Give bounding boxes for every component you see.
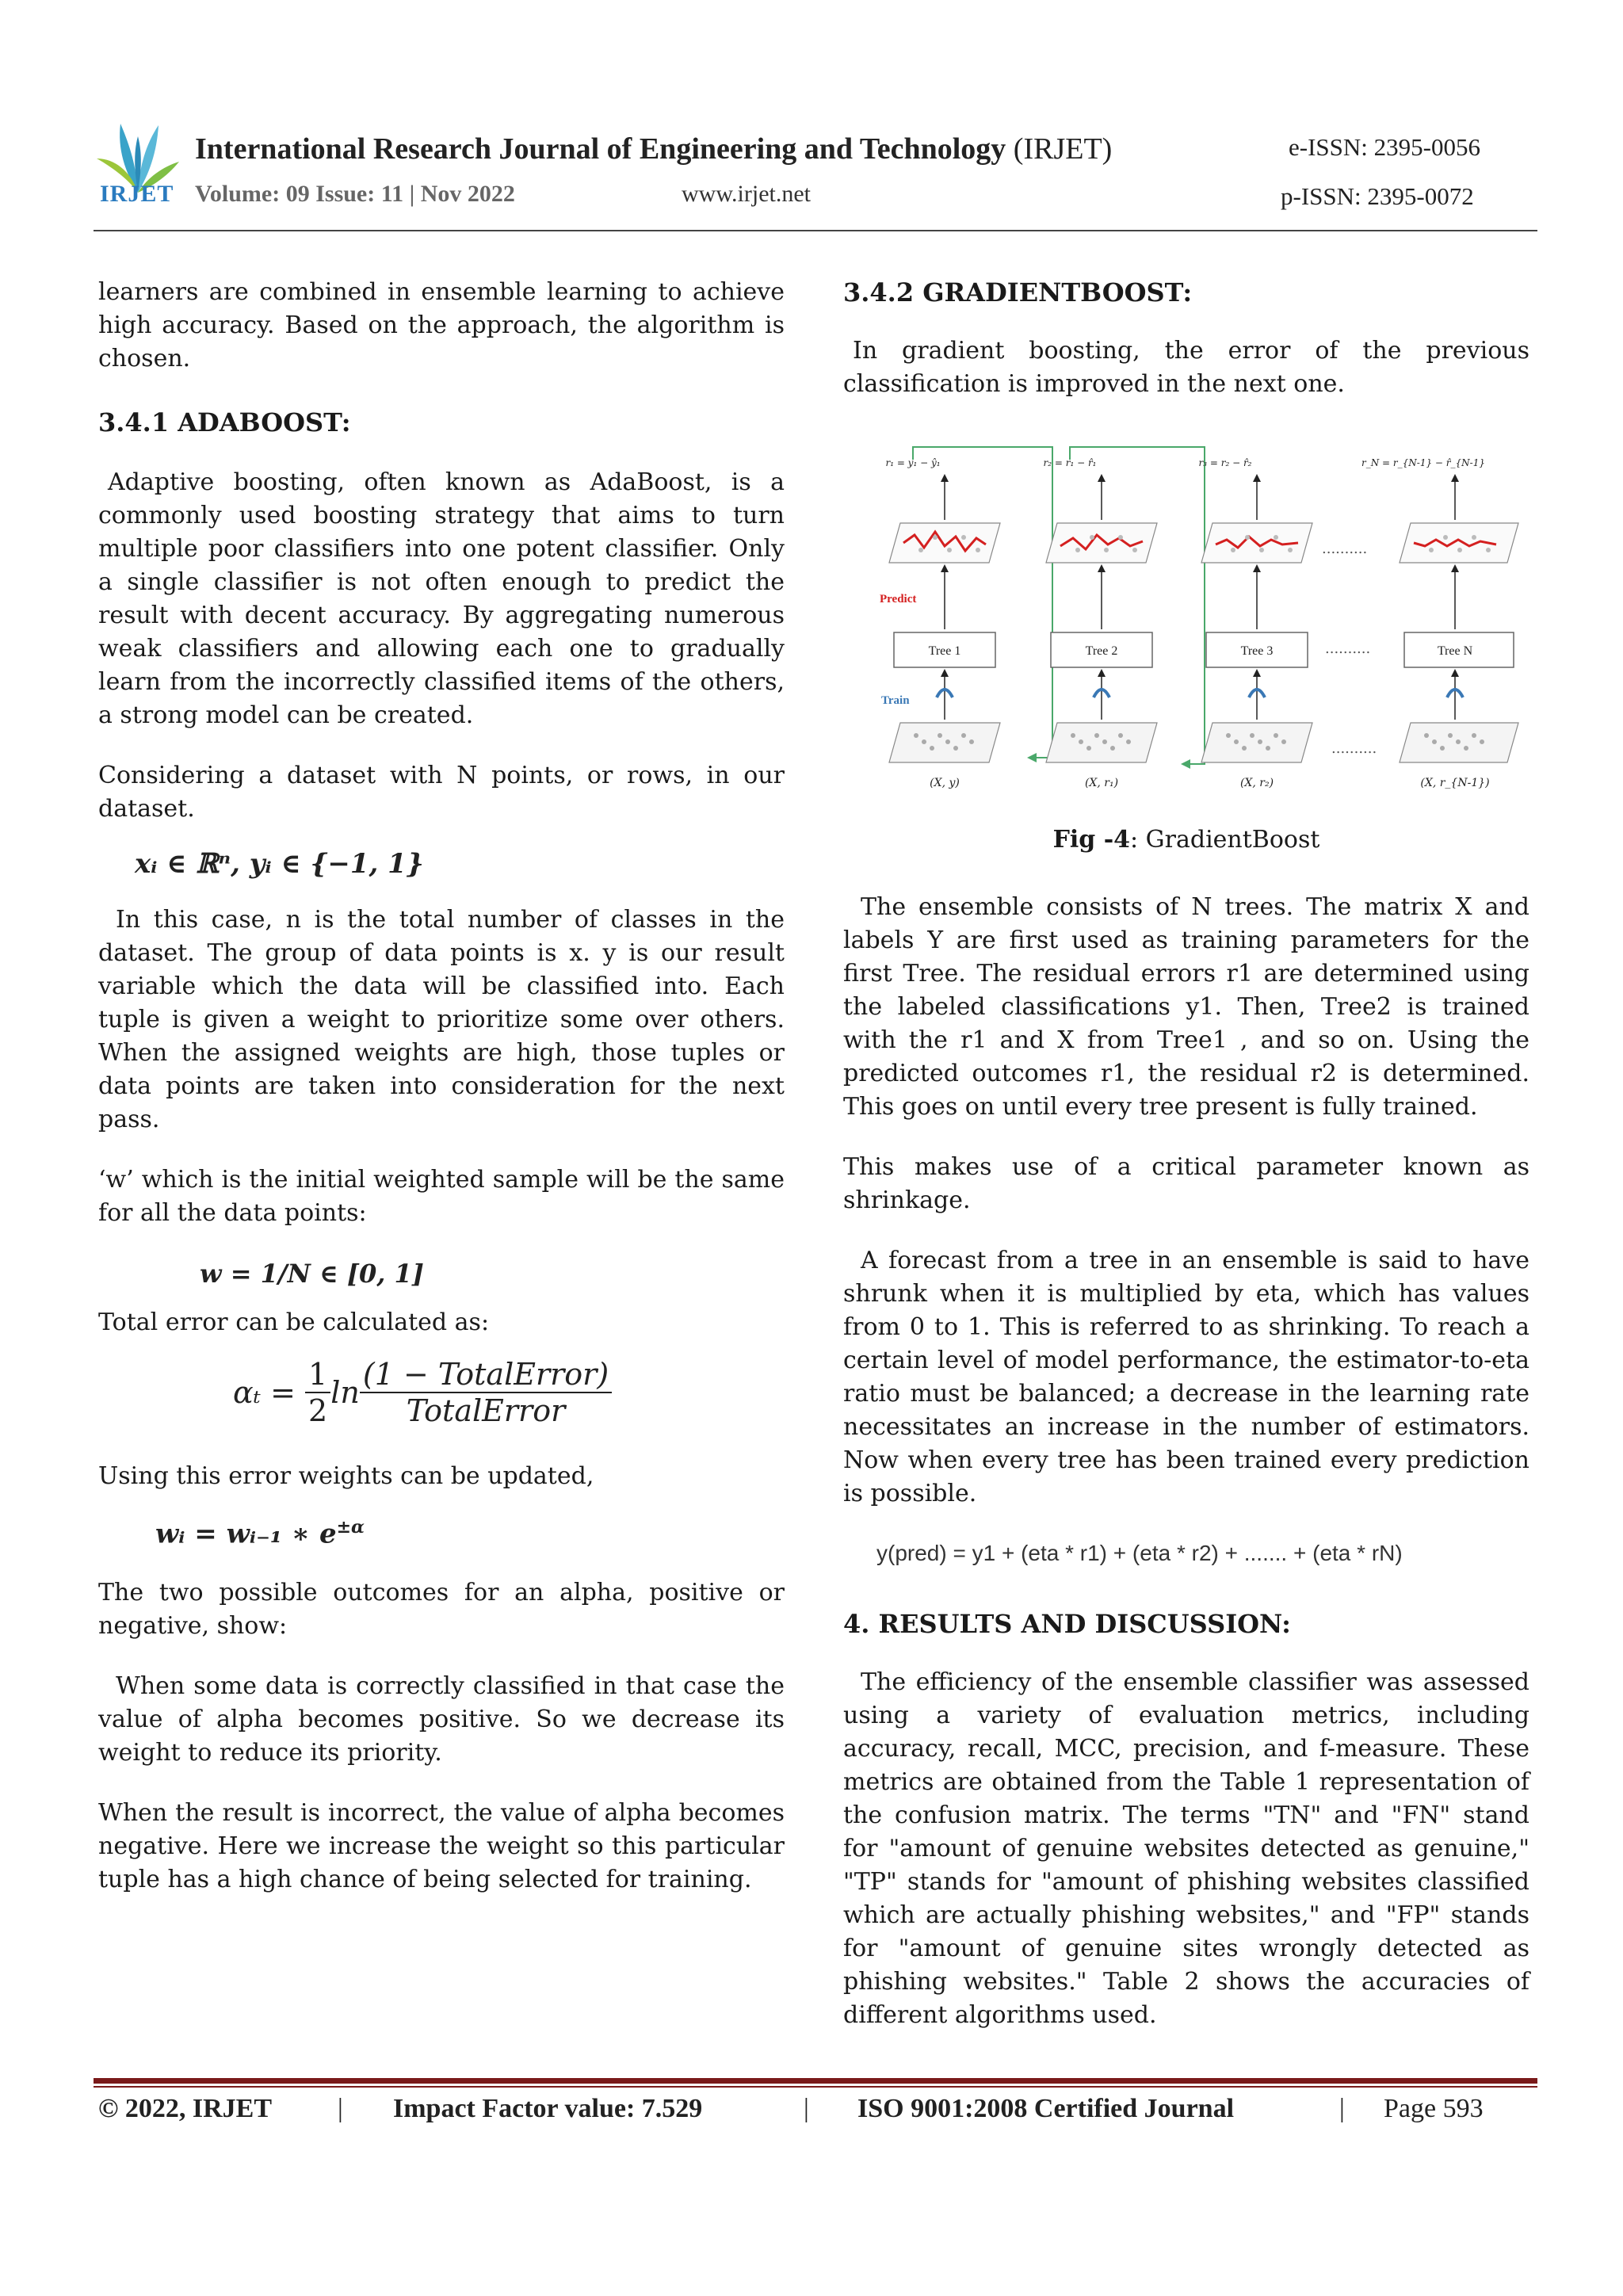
footer-impact-factor: Impact Factor value: 7.529 — [393, 2094, 703, 2123]
data-point — [1226, 733, 1231, 738]
adaboost-paragraph-3: In this case, n is the total number of classes in the dataset. The group of data points is x. y is our result variable which the data will be classified into. Each tuple is given a weight to prioritize some over others. When the assigned weights are high, those tuples or data points are taken into consideration for the next pass. — [98, 906, 785, 1133]
gradientboost-paragraph-2: The ensemble consists of N trees. The matrix X and labels Y are first used as training parameters for the first Tree. The residual errors r1 are determined using the labeled classifications y1. Then, Tree2 is trained with the r1 and X from Tree1 , and so on. Using the predicted outcomes r1, the residual r2 is determined. This goes on until every tree present is fully trained. — [843, 893, 1529, 1121]
weight-update-exponent: ±α — [336, 1517, 365, 1538]
data-point — [1102, 739, 1107, 744]
adaboost-paragraph-9: When the result is incorrect, the value of alpha becomes negative. Here we increase the weight so this particular tuple has a high chance of being selected for training. — [98, 1799, 785, 1894]
gradientboost-figure — [864, 431, 1545, 804]
predict-label: Predict — [880, 593, 917, 606]
predict-arrowhead — [1253, 564, 1261, 572]
data-point — [1480, 739, 1484, 744]
train-arrowhead — [941, 669, 949, 677]
up-arrowhead — [1253, 474, 1261, 482]
error-fraction — [360, 1357, 612, 1428]
adaboost-paragraph-6: Using this error weights can be updated, — [98, 1462, 594, 1490]
tree-label: Tree 2 — [1085, 644, 1118, 658]
p-issn: p-ISSN: 2395-0072 — [1281, 182, 1474, 210]
equation-dataset: xᵢ ∈ ℝⁿ, yᵢ ∈ {−1, 1} — [135, 848, 424, 880]
alpha-lhs: αₜ = — [233, 1375, 296, 1410]
data-point — [1086, 746, 1091, 751]
tree-label: Tree 3 — [1240, 644, 1274, 658]
predict-arrowhead — [1098, 564, 1106, 572]
equation-alpha — [233, 1357, 785, 1439]
error-denominator: TotalError — [406, 1393, 566, 1428]
data-point — [922, 739, 926, 744]
half-denominator: 2 — [308, 1393, 328, 1428]
journal-title — [195, 132, 1112, 166]
website-link[interactable]: www.irjet.net — [682, 181, 812, 207]
train-arrowhead — [1098, 669, 1106, 677]
data-point — [1472, 733, 1476, 738]
up-arrowhead — [941, 474, 949, 482]
header-divider — [94, 230, 1537, 231]
results-paragraph-1: The efficiency of the ensemble classifier was assessed using a variety of evaluation metrics, including accuracy, recall, MCC, precision, and f-measure. These metrics are obtained from the Table 1 representation of the confusion matrix. The terms "TN" and "FN" stand for "amount of genuine websites detected as genuine," "TP" stands for "amount of phishing websites classified which are actually phishing websites," and "FP" stands for "amount of genuine sites wrongly detected as phishing websites." Table 2 shows the accuracies of different algorithms used. — [843, 1668, 1529, 2029]
half-numerator: 1 — [305, 1357, 330, 1393]
data-plane — [1046, 723, 1157, 762]
feedback-arrows — [913, 447, 1205, 764]
data-label: (X, r₁) — [1084, 777, 1119, 789]
journal-abbr: (IRJET) — [1013, 132, 1113, 166]
error-numerator: (1 − TotalError) — [360, 1357, 612, 1393]
data-point — [1242, 746, 1247, 751]
footer-copyright: © 2022, IRJET — [98, 2094, 273, 2123]
right-column-bottom — [843, 891, 1529, 2032]
data-point — [1118, 733, 1123, 738]
plot-point — [1231, 548, 1235, 552]
plot-point — [947, 548, 952, 552]
gradientboost-heading: 3.4.2 GRADIENTBOOST: — [843, 277, 1193, 308]
plot-point — [1104, 548, 1109, 552]
plot-point — [1090, 535, 1094, 540]
predict-arrowhead — [1451, 564, 1459, 572]
residual-label: r₁ = y₁ − ŷ₁ — [885, 457, 941, 468]
data-plane — [1201, 723, 1312, 762]
plot-point — [1443, 535, 1448, 540]
plot-point — [1472, 535, 1476, 540]
ellipsis-data: .......... — [1331, 740, 1377, 757]
figure-caption — [843, 826, 1529, 854]
data-label: (X, y) — [930, 777, 960, 789]
data-point — [1464, 746, 1468, 751]
data-point — [1456, 739, 1461, 744]
right-column-top — [843, 276, 1529, 401]
half-fraction — [305, 1357, 330, 1428]
gradientboost-paragraph-4: A forecast from a tree in an ensemble is said to have shrunk when it is multiplied by eta, which has values from 0 to 1. This is referred to as shrinking. To reach a certain level of model performance, the estimator-to-eta ratio must be balanced; a decrease in the learning rate necessitates an increase in the number of estimators. Now when every tree has been trained every prediction is possible. — [843, 1247, 1529, 1507]
footer-divider-thick — [94, 2078, 1537, 2084]
plot-point — [1118, 535, 1123, 540]
adaboost-paragraph-1: Adaptive boosting, often known as AdaBoost, is a commonly used boosting strategy that aims to turn multiple poor classifiers into one potent classifier. Only a single classifier is not often enough to predict the result with decent accuracy. By aggregating numerous weak classifiers and allowing each one to gradually learn from the incorrectly classified items of the others, a strong model can be created. — [98, 468, 785, 729]
residual-label: r₃ = r₂ − r̂₂ — [1198, 457, 1252, 468]
data-point — [953, 746, 958, 751]
data-point — [1250, 733, 1254, 738]
weight-update-base: wᵢ = wᵢ₋₁ ∗ e — [155, 1518, 337, 1550]
data-point — [938, 733, 942, 738]
plot-point — [976, 548, 980, 552]
e-issn: e-ISSN: 2395-0056 — [1289, 133, 1480, 161]
up-arrowhead — [1098, 474, 1106, 482]
plot-point — [1429, 548, 1434, 552]
data-point — [930, 746, 934, 751]
plot-point — [1075, 548, 1080, 552]
data-point — [945, 739, 950, 744]
data-label: (X, r₂) — [1239, 777, 1274, 789]
plot-point — [918, 548, 923, 552]
ellipsis-tree: .......... — [1325, 640, 1371, 657]
data-label: (X, r_{N-1}) — [1420, 777, 1490, 789]
ellipsis-plot: .......... — [1322, 541, 1368, 557]
footer-separator: | — [338, 2094, 343, 2123]
up-arrowhead — [1451, 474, 1459, 482]
plot-point — [1132, 548, 1137, 552]
figure-caption-label: Fig -4 — [1052, 826, 1131, 854]
ln-symbol: ln — [330, 1375, 360, 1410]
adaboost-paragraph-8: When some data is correctly classified in that case the value of alpha becomes positive. So we decrease its weight to reduce its priority. — [98, 1672, 785, 1767]
gradientboost-paragraph-3: This makes use of a critical parameter known as shrinkage. — [843, 1153, 1529, 1214]
tree-label: Tree N — [1437, 644, 1473, 658]
data-point — [1094, 733, 1099, 738]
data-point — [1258, 739, 1262, 744]
footer-page-number: Page 593 — [1384, 2094, 1484, 2123]
data-point — [1234, 739, 1239, 744]
left-column — [98, 276, 785, 1897]
data-point — [961, 733, 966, 738]
data-point — [1432, 739, 1437, 744]
figure-caption-text: : GradientBoost — [1130, 826, 1320, 854]
plot-point — [1259, 548, 1264, 552]
data-point — [1126, 739, 1131, 744]
feedback-arrowhead-2 — [1181, 759, 1190, 769]
train-arrowhead — [1451, 669, 1459, 677]
data-point — [1424, 733, 1429, 738]
equation-initial-weight: w = 1/N ∈ [0, 1] — [200, 1259, 424, 1289]
data-point — [1110, 746, 1115, 751]
journal-title-text: International Research Journal of Engineering and Technology — [195, 132, 1006, 166]
data-point — [1281, 739, 1286, 744]
data-plane — [889, 723, 1000, 762]
data-point — [1079, 739, 1083, 744]
adaboost-paragraph-4: ‘w’ which is the initial weighted sample will be the same for all the data points: — [98, 1166, 785, 1227]
logo-text: IRJET — [100, 181, 174, 207]
adaboost-paragraph-7: The two possible outcomes for an alpha, positive or negative, show: — [98, 1579, 785, 1641]
data-point — [1274, 733, 1278, 738]
equation-weight-update — [155, 1517, 785, 1549]
data-point — [1071, 733, 1075, 738]
footer-separator: | — [804, 2094, 809, 2123]
plot-point — [1274, 535, 1278, 540]
footer-divider-thin — [94, 2086, 1537, 2088]
data-point — [969, 739, 974, 744]
plot-point — [933, 535, 938, 540]
residual-label: r_N = r_{N-1} − r̂_{N-1} — [1361, 457, 1485, 468]
adaboost-heading: 3.4.1 ADABOOST: — [98, 407, 351, 437]
volume-issue: Volume: 09 Issue: 11 | Nov 2022 — [195, 181, 515, 207]
plot-point — [1457, 548, 1462, 552]
data-point — [1440, 746, 1445, 751]
adaboost-paragraph-2: Considering a dataset with N points, or rows, in our dataset. — [98, 762, 785, 823]
feedback-arrowhead-1 — [1027, 753, 1037, 762]
data-point — [1266, 746, 1270, 751]
plot-point — [1486, 548, 1491, 552]
train-label: Train — [881, 694, 910, 707]
predict-arrowhead — [941, 564, 949, 572]
plot-point — [961, 535, 966, 540]
data-point — [914, 733, 918, 738]
equation-prediction: y(pred) = y1 + (eta * r1) + (eta * r2) + ....... + (eta * rN) — [876, 1541, 1403, 1565]
plot-point — [1245, 535, 1250, 540]
results-heading: 4. RESULTS AND DISCUSSION: — [843, 1609, 1291, 1639]
footer-separator: | — [1339, 2094, 1345, 2123]
tree-label: Tree 1 — [928, 644, 961, 658]
plot-point — [1288, 548, 1293, 552]
adaboost-paragraph-5: Total error can be calculated as: — [98, 1308, 490, 1336]
residual-label: r₂ = r₁ − r̂₁ — [1043, 457, 1097, 468]
data-point — [1448, 733, 1453, 738]
intro-paragraph: learners are combined in ensemble learning to achieve high accuracy. Based on the approach, the algorithm is chosen. — [98, 278, 785, 372]
footer-iso: ISO 9001:2008 Certified Journal — [857, 2094, 1235, 2123]
gradientboost-paragraph-1: In gradient boosting, the error of the previous classification is improved in the next one. — [843, 337, 1529, 398]
train-arrowhead — [1253, 669, 1261, 677]
